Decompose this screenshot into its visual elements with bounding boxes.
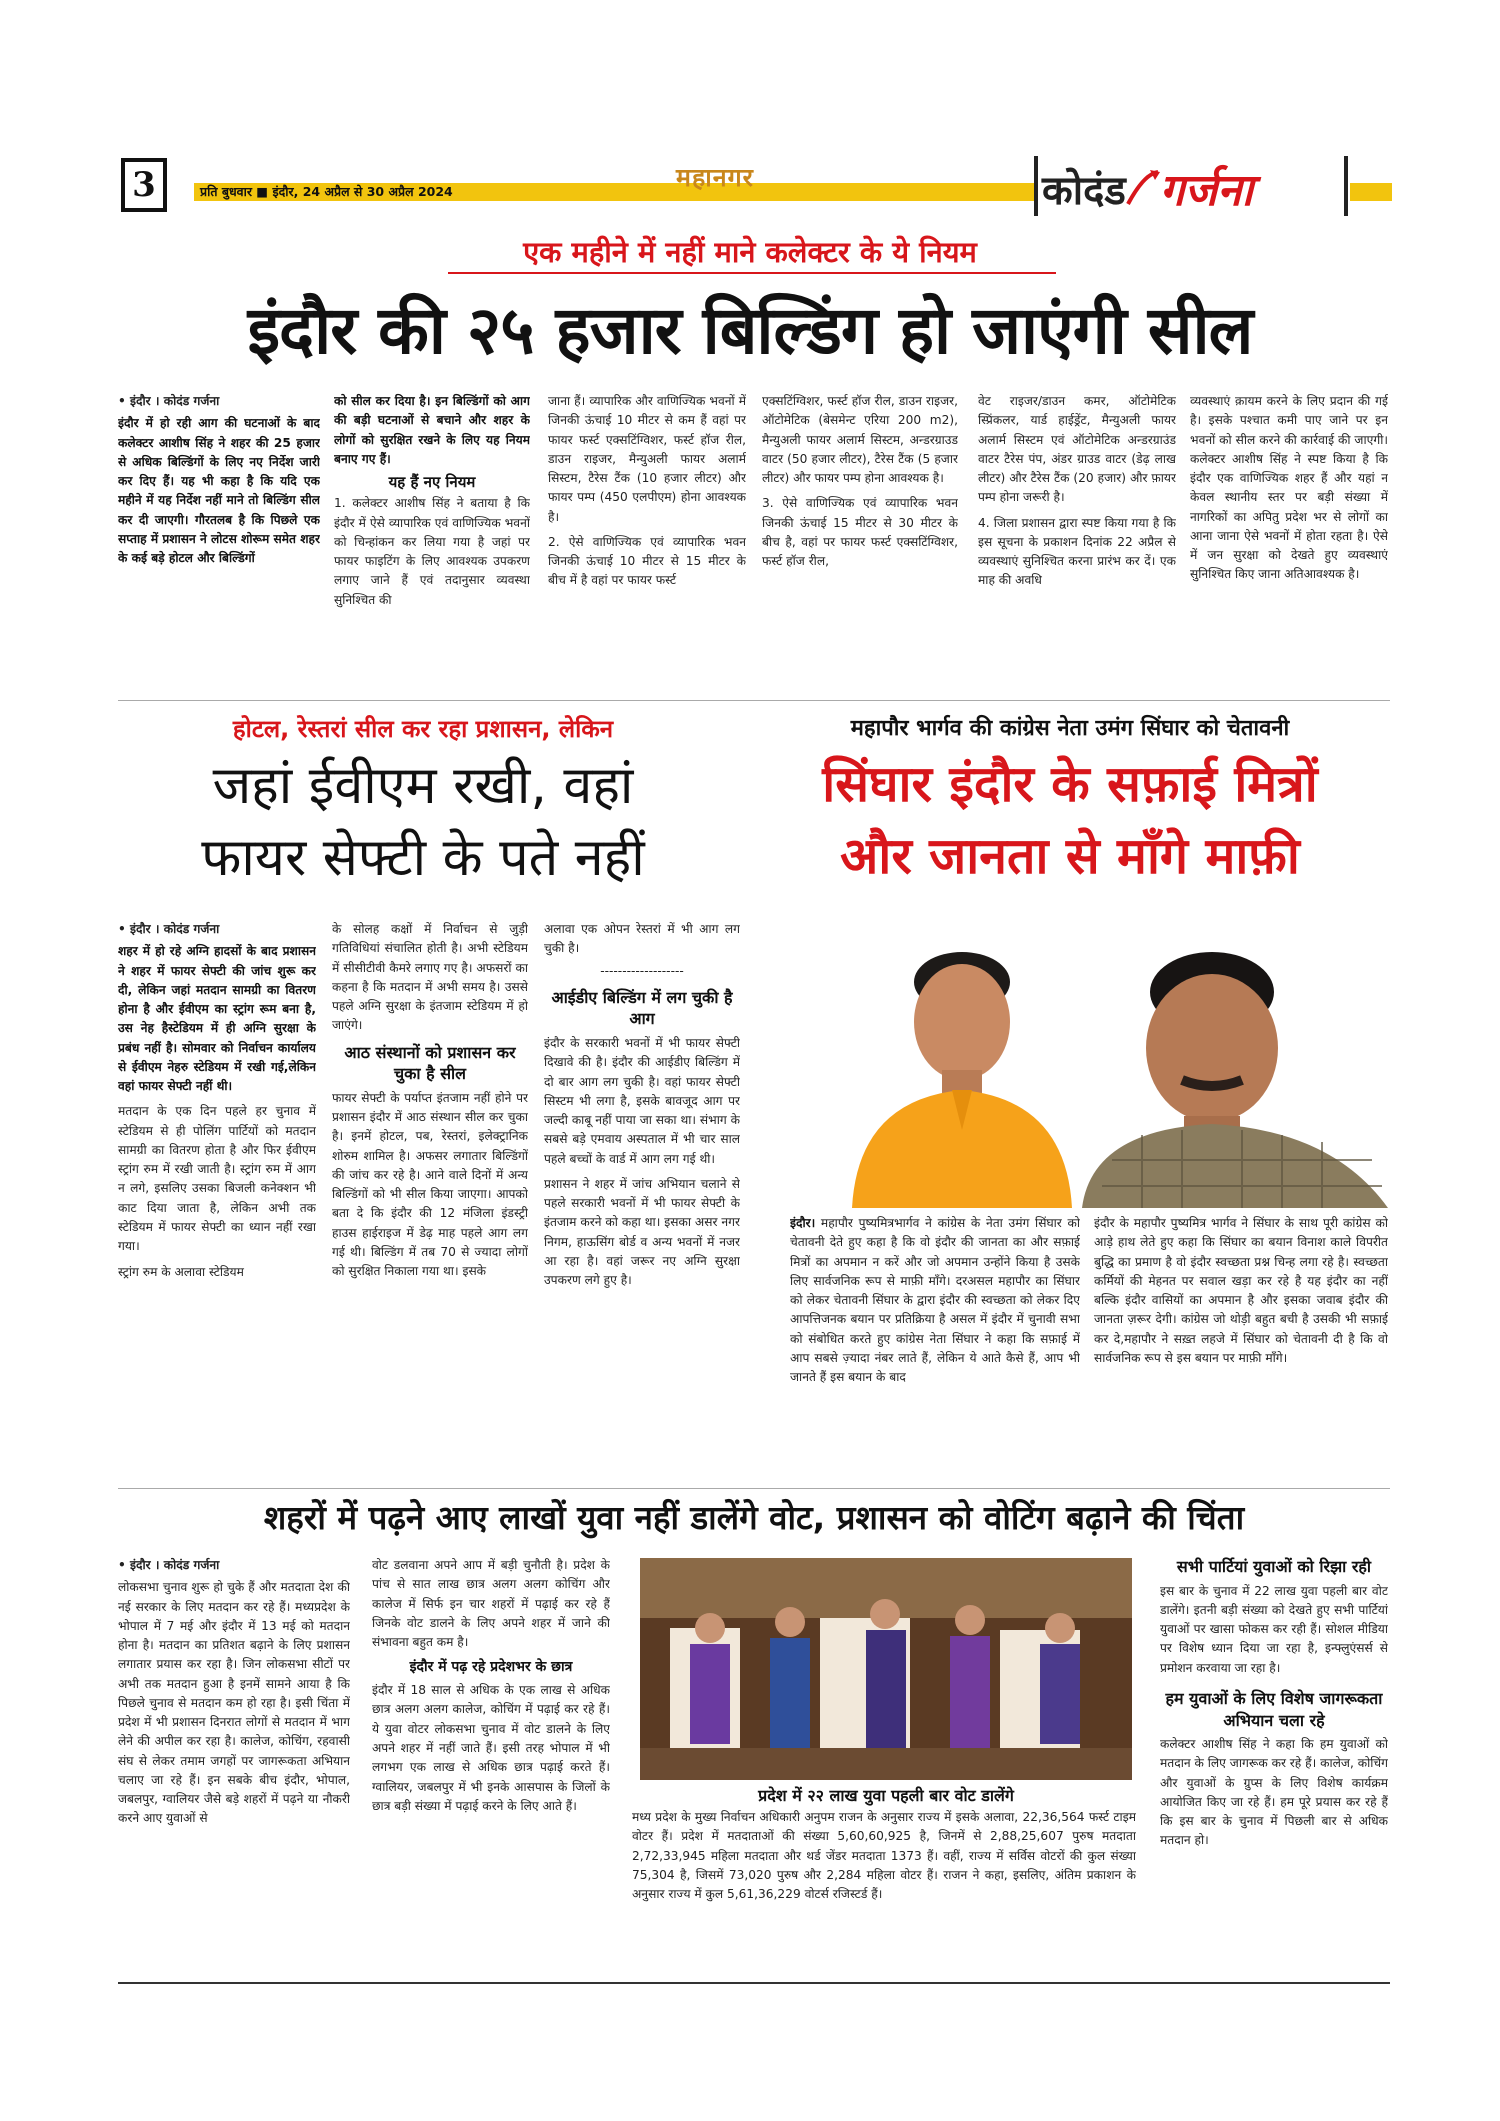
lead-col-3 [548,392,746,694]
youth-col-4 [1160,1556,1388,1976]
youth-headline: शहरों में पढ़ने आए लाखों युवा नहीं डालेंगे वोट, प्रशासन को वोटिंग बढ़ाने की चिंता [263,1498,1245,1537]
lead-col-4-text-a: एक्सटिंग्विशर, फर्स्ट हॉज रील, डाउन राइजर, ऑटोमेटिक (बेसमेन्ट एरिया 200 m2), मैन्युअली फायर अलार्म सिस्टम, अन्डरग्राउड वाटर (50 हजार लीटर), टैरेस टैंक (5 हजार लीटर) और फायर पम्प होना आवश्यक है। [762,394,958,486]
lead-dateline: • इंदौर । कोदंड गर्जना [118,394,220,408]
evm-col-3-separator: ------------------- [600,963,684,978]
youth-col-2-text-a: वोट डलवाना अपने आप में बड़ी चुनौती है। प्रदेश के पांच से सात लाख छात्र अलग अलग कोचिंग और कालेज में सिर्फ इन चार शहरों में पढ़ाई कर रहे हैं जिनके वोट डालने के लिए अपने शहर में जाने की संभावना बहुत कम है। [372,1558,610,1650]
dancers-illustration [640,1558,1132,1780]
logo-word-1: कोदंड [1042,167,1126,214]
evm-col-3-subhead: आईडीए बिल्डिंग में लग चुकी है आग [551,987,733,1029]
mayor-col-1 [790,1214,1080,1482]
evm-col-1 [118,920,316,1482]
mayor-col-2-text: इंदौर के महापौर पुष्यमित्र भार्गव ने सिंघार के साथ पूरी कांग्रेस को आड़े हाथ लेते हुए कहा कि सिंघार का बयान विनाश काले विपरीत बुद्धि का प्रमाण है वो इंदौर स्वच्छता प्रश्न चिन्ह लगा रहे है। स्वच्छता कर्मियों की मेहनत पर सवाल खड़ा कर रहे है यह इंदौर का नहीं बल्कि इंदौर वासियों का अपमान है और इसका जवाब इंदौर की जानता ज़रूर देगी। कांग्रेस जो थोड़ी बहुत बची है उसकी भी सफ़ाई कर दे,महापौर ने सख़्त लहजे में सिंघार को चेतावनी दी है कि वो सार्वजनिक रूप से इस बयान पर माफ़ी माँगे। [1094,1216,1388,1365]
youth-col-4-subhead-2: हम युवाओं के लिए विशेष जागरूकता अभियान चला रहे [1165,1688,1383,1730]
lead-kicker: एक महीने में नहीं माने कलेक्टर के ये नियम [523,235,977,269]
photo-caption-text [632,1808,1136,1976]
header-divider [1034,156,1038,216]
lead-col-2 [334,392,530,694]
section-name: महानगर [676,163,754,192]
lead-col-2-text-a: को सील कर दिया है। इन बिल्डिंगों को आग की बड़ी घटनाओं से बचाने और शहर के लोगों को सुरक्षित रखने के लिए यह नियम बनाए गए हैं। [334,394,530,466]
evm-col-2-text-b: फायर सेफ्टी के पर्याप्त इंतजाम नहीं होने पर प्रशासन इंदौर में आठ संस्थान सील कर चुका है। इनमें होटल, पब, रेस्तरां, इलेक्ट्रानिक शोरुम शामिल है। अफसर लगातार बिल्डिंगों की जांच कर रहे है। आने वाले दिनों में अन्य बिल्डिंगों को भी सील किया जाएगा। आपको बता दे कि इंदौर की 12 मंजिला इंडस्ट्री हाउस हाईराइज में डेढ़ माह पहले आग लग गई थी। बिल्डिंग में तब 70 से ज्यादा लोगों को सुरक्षित निकाला गया था। इसके [332,1090,528,1279]
youth-dateline: • इंदौर । कोदंड गर्जना [118,1558,220,1572]
lead-col-3-text-a: जाना हैं। व्यापारिक और वाणिज्यिक भवनों में जिनकी ऊंचाई 10 मीटर से कम हैं वहां पर फायर फर्स्ट एक्सटिंग्विशर, फर्स्ट हॉज रील, डाउन राइजर, मैन्युअली फायर अलार्म सिस्टम, टैरेस टैंक (10 हजार लीटर) और फायर पम्प (450 एलपीएम) होना आवश्यक है। [548,394,746,524]
photo-caption-body: मध्य प्रदेश के मुख्य निर्वाचन अधिकारी अनुपम राजन के अनुसार राज्य में इसके अलावा, 22,36,564 फर्स्ट टाइम वोटर हैं। प्रदेश में मतदाताओं की संख्या 5,60,60,925 है, जिनमें से 2,88,25,607 पुरुष मतदाता 2,72,33,945 महिला मतदाता और थर्ड जेंडर मतदाता 1373 हैं। वहीं, राज्य में सर्विस वोटरों की कुल संख्या 75,304 है, जिसमें 73,020 पुरुष और 2,284 महिला वोटर हैं। राजन ने कहा, इसलिए, अंतिम प्रकाशन के अनुसार राज्य में कुल 5,61,36,229 वोटर्स रजिस्टर्ड हैं। [632,1810,1136,1902]
evm-col-3-text-c: प्रशासन ने शहर में जांच अभियान चलाने से पहले सरकारी भवनों में भी फायर सेफ्टी के इंतजाम करने को कहा था। इसका असर नगर निगम, हाऊसिंग बोर्ड व अन्य भवनों में नजर आ रहा है। वहां जरूर नए अग्नि सुरक्षा उपकरण लगे हुए है। [544,1176,740,1288]
photo-caption-title: प्रदेश में २२ लाख युवा पहली बार वोट डालेंगे [758,1786,1014,1805]
kicker-underline [448,272,1056,274]
mayor-kicker: महापौर भार्गव की कांग्रेस नेता उमंग सिंघार को चेतावनी [850,716,1290,741]
page-bottom-rule [118,1982,1390,1984]
evm-dateline: • इंदौर । कोदंड गर्जना [118,922,220,936]
mayor-headline-line-2: और जानता से माँगे माफ़ी [840,827,1300,885]
youth-col-2-text-b: इंदौर में 18 साल से अधिक के एक लाख से अधिक छात्र अलग अलग कालेज, कोचिंग में पढ़ाई कर रहे हैं। ये युवा वोटर लोकसभा चुनाव में वोट डालने के लिए अपने शहर में नहीं जाते हैं। इसी तरह भोपाल में भी लगभग एक लाख से अधिक छात्र पढ़ाई करते हैं। ग्वालियर, जबलपुर में भी इनके आसपास के जिलों के छात्र बड़ी संख्या में पढ़ाई करने के लिए आते हैं। [372,1683,610,1813]
header-yellow-bar-right [1350,183,1392,201]
middle-bottom-rule [118,1488,1390,1489]
lead-col-5-text-b: 4. जिला प्रशासन द्वारा स्पष्ट किया गया है कि इस सूचना के प्रकाशन दिनांक 22 अप्रैल से व्यवस्थाएं सुनिश्चित करना प्रारंभ कर दें। एक माह की अवधि [978,515,1176,588]
youth-col-1 [118,1556,350,1976]
logo-word-2: गर्जना [1159,165,1253,216]
lead-col-6 [1190,392,1388,694]
lead-col-6-text: व्यवस्थाएं क़ायम करने के लिए प्रदान की गई है। इसके पश्चात कमी पाए जाने पर इन भवनों को सील करने की कार्रवाई की जाएगी। कलेक्टर आशीष सिंह ने स्पष्ट किया है कि इंदौर एक वाणिज्यिक शहर हैं और यहां न केवल स्थानीय स्तर पर बड़ी संख्या में नागरिकों का अपितु प्रदेश भर से लोगों का आना जाना ऐसे भवनों में होता रहता है। ऐसे में जन सुरक्षा को देखते हुए व्यवस्थाएं सुनिश्चित किए जाना अतिआवश्यक है। [1190,394,1388,582]
leaders-portrait-illustration [812,930,1388,1208]
youth-col-4-subhead-1: सभी पार्टियां युवाओं को रिझा रही [1176,1557,1372,1576]
lead-col-5 [978,392,1176,694]
page-number-box [121,158,167,212]
masthead-logo [1042,160,1342,216]
lead-col-1-text: इंदौर में हो रही आग की घटनाओं के बाद कलेक्टर आशीष सिंह ने शहर की 25 हजार से अधिक बिल्डिंगों के लिए नए निर्देश जारी कर दिए हैं। यह भी कहा है कि यदि एक महीने में यह निर्देश नहीं माने तो बिल्डिंग सील कर दी जाएगी। गौरतलब है कि पिछले एक सप्ताह में प्रशासन ने लोटस शोरूम समेत शहर के कई बड़े होटल और बिल्डिंगों [118,416,320,566]
lead-col-5-text-a: वेट राइजर/डाउन कमर, ऑटोमेटिक स्प्रिंकलर, यार्ड हाईड्रेंट, मैन्युअली फायर अलार्म सिस्टम एवं ऑटोमेटिक अन्डरग्राउंड वाटर टैरेस पंप, अंडर ग्राउड वाटर (डेढ़ लाख लीटर) और टैरेस टैंक (20 हजार) और फ़ायर पम्प होना जरूरी है। [978,394,1176,505]
lead-col-1 [118,392,320,694]
evm-col-2-text-a: के सोलह कक्षों में निर्वाचन से जुड़ी गतिविधियां संचालित होती है। अभी स्टेडियम में सीसीटीवी कैमरे लगाए गए है। अफसरों का कहना है कि मतदान में अभी समय है। उससे पहले अग्नि सुरक्षा के इंतजाम स्टेडियम में हो जाएंगे। [332,922,528,1033]
dancers-photo [640,1558,1132,1780]
evm-col-1-text-a: शहर में हो रहे अग्नि हादसों के बाद प्रशासन ने शहर में फायर सेफ्टी की जांच शुरू कर दी, लेकिन जहां मतदान सामग्री का वितरण होना है और ईवीएम का स्ट्रांग रूम बना है, उस नेह हैस्टेडियम में ही अग्नि सुरक्षा के प्रबंध नहीं है। सोमवार को निर्वाचन कार्यालय से ईवीएम नेहरु स्टेडियम में रखी गई,लेकिन वहां फायर सेफ्टी नहीं थी। [118,944,316,1094]
evm-col-3-text-a: अलावा एक ओपन रेस्तरां में भी आग लग चुकी है। [544,922,740,956]
mayor-dateline: इंदौर। [790,1216,816,1230]
evm-headline-line-1: जहां ईवीएम रखी, वहां [212,756,634,816]
youth-col-4-text-b: कलेक्टर आशीष सिंह ने कहा कि हम युवाओं को मतदान के लिए जागरूक कर रहे हैं। कालेज, कोचिंग और युवाओं के ग्रुप्स के लिए विशेष कार्यक्रम आयोजित किए जा रहे हैं। हम पूरे प्रयास कर रहे हैं कि इस बार के चुनाव में पिछली बार से अधिक मतदान हो। [1160,1737,1388,1848]
youth-col-2-subhead: इंदौर में पढ़ रहे प्रदेशभर के छात्र [409,1659,573,1676]
lead-col-4-text-b: 3. ऐसे वाणिज्यिक एवं व्यापारिक भवन जिनकी ऊंचाई 15 मीटर से 30 मीटर के बीच है, वहां पर फायर फर्स्ट एक्सटिंग्विशर, फर्स्ट हॉज रील, [762,496,958,569]
lead-col-3-text-b: 2. ऐसे वाणिज्यिक एवं व्यापारिक भवन जिनकी ऊंचाई 10 मीटर से 15 मीटर के बीच में है वहां पर फायर फर्स्ट [548,534,746,588]
evm-col-2 [332,920,528,1482]
lead-col-2-text-b: 1. कलेक्टर आशीष सिंह ने बताया है कि इंदौर में ऐसे व्यापारिक एवं वाणिज्यिक भवनों को चिन्हांकन कर लिया गया है जहां पर फायर फाइटिंग के लिए आवश्यक उपकरण लगाए जाने हैं एवं तदानुसार व्यवस्था सुनिश्चित की [334,496,530,607]
mayor-story-photo [812,930,1388,1208]
lead-headline: इंदौर की २५ हजार बिल्डिंग हो जाएंगी सील [247,292,1253,369]
youth-col-1-text: लोकसभा चुनाव शुरू हो चुके हैं और मतदाता देश की नई सरकार के लिए मतदान कर रहे हैं। मध्यप्रदेश के भोपाल में 7 मई और इंदौर में 13 मई को मतदान होना है। मतदान का प्रतिशत बढ़ाने के लिए प्रशासन लगातार प्रयास कर रहा है। जिन लोकसभा सीटों पर अभी तक मतदान हुआ है इनमें सामने आया है कि पिछले चुनाव से मतदान कम हो रहा है। इसी चिंता में प्रदेश में भी प्रशासन दिनरात लोगों से मतदान में भाग लेने की अपील कर रहा है। कालेज, कोचिंग, रहवासी संघ से लेकर तमाम जगहों पर जागरूकता अभियान चलाए जा रहे हैं। इन सबके बीच इंदौर, भोपाल, जबलपुर, ग्वालियर जैसे बड़े शहरों में पढ़ने या नौकरी करने आए युवाओं से [118,1580,350,1826]
bow-arrow-icon [1124,168,1162,208]
header-divider-right [1344,156,1348,216]
evm-kicker: होटल, रेस्तरां सील कर रहा प्रशासन, लेकिन [232,715,614,743]
mayor-col-2 [1094,1214,1388,1482]
evm-col-3-text-b: इंदौर के सरकारी भवनों में भी फायर सेफ्टी दिखावे की है। इंदौर की आईडीए बिल्डिंग में दो बार आग लग चुकी है। वहां फायर सेफ्टी सिस्टम भी लगा है, इसके बावजूद आग पर जल्दी काबू नहीं पाया जा सका था। संभाग के सबसे बड़े एमवाय अस्पताल में भी चार साल पहले बच्चों के वार्ड में आग लग गई थी। [544,1035,740,1166]
evm-headline-line-2: फायर सेफ्टी के पते नहीं [201,828,645,888]
page-number: 3 [132,165,156,205]
youth-col-2 [372,1556,610,1976]
youth-col-4-text-a: इस बार के चुनाव में 22 लाख युवा पहली बार वोट डालेंगे। इतनी बड़ी संख्या को देखते हुए सभी पार्टियां युवाओं पर खासा फोकस कर रही हैं। सोशल मीडिया पर विशेष ध्यान दिया जा रहा है, इन्फ्लुएंसर्स से प्रमोशन करवाया जा रहा है। [1160,1583,1388,1675]
evm-col-1-text-b: मतदान के एक दिन पहले हर चुनाव में स्टेडियम से ही पोलिंग पार्टियों को मतदान सामग्री का वितरण होता है और फिर ईवीएम स्ट्रांग रुम में रखी जाती है। स्ट्रांग रुम में आग न लगे, इसलिए उसका बिजली कनेक्शन भी काट दिया जाता है, लेकिन अभी तक स्टेडियम में फायर सेफ्टी का ध्यान नहीं रखा गया। [118,1104,316,1254]
evm-col-3 [544,920,740,1482]
evm-col-1-text-c: स्ट्रांग रुम के अलावा स्टेडियम [118,1264,244,1279]
mayor-col-1-text: महापौर पुष्यमित्रभार्गव ने कांग्रेस के नेता उमंग सिंघार को चेतावनी देते हुए कहा है कि वो इंदौर की जानता का और सफ़ाई मित्रों का अपमान न करें और जो अपमान उन्होंने किया है उसके लिए सार्वजनिक रूप से माफ़ी माँगे। दरअसल महापौर का सिंघार को लेकर चेतावनी सिंघार के द्वारा इंदौर की स्वच्छता को लेकर दिए आपत्तिजनक बयान पर प्रतिक्रिया है असल में इंदौर में चुनावी सभा को संबोधित करते हुए कांग्रेस नेता सिंघार ने कहा कि सफ़ाई में आप सबसे ज़्यादा नंबर लाते हैं, लेकिन ये आते कैसे हैं, आप भी जानते हैं इस बयान के बाद [790,1216,1080,1385]
lead-bottom-rule [118,700,1390,701]
mayor-headline-line-1: सिंघार इंदौर के सफ़ाई मित्रों [822,755,1318,813]
issue-line: प्रति बुधवार ■ इंदौर, 24 अप्रैल से 30 अप्रैल 2024 [200,184,453,199]
evm-col-2-subhead: आठ संस्थानों को प्रशासन कर चुका है सील [344,1042,516,1084]
lead-col-2-subhead: यह हैं नए नियम [388,473,476,492]
lead-col-4 [762,392,958,694]
